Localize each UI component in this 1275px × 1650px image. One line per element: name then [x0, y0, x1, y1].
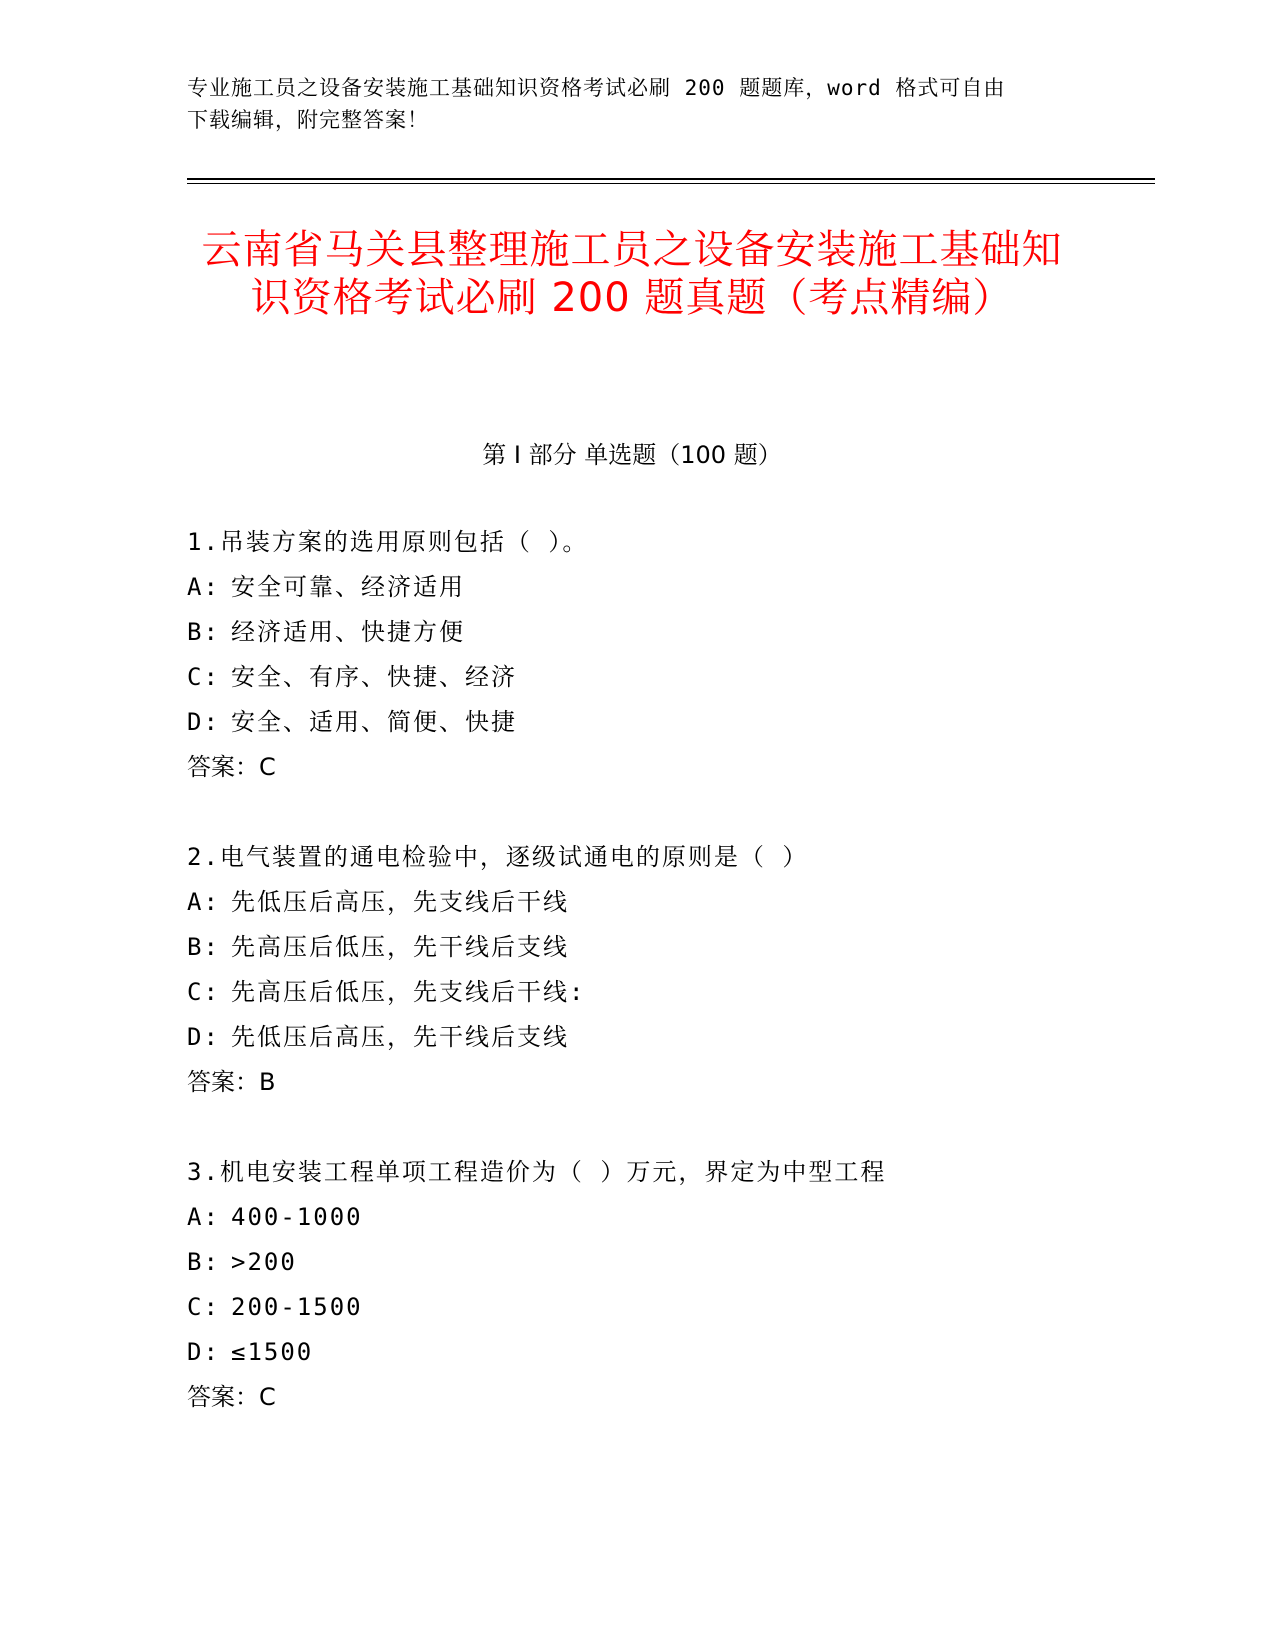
option-b — [187, 610, 1147, 655]
option-c — [187, 970, 1147, 1015]
option-label: D: — [187, 708, 220, 736]
option-text: 先高压后低压，先干线后支线 — [231, 933, 569, 961]
intro-text — [187, 72, 1087, 136]
option-d — [187, 1330, 1147, 1375]
option-label: D: — [187, 1023, 220, 1051]
option-label: C: — [187, 978, 220, 1006]
option-c — [187, 1285, 1147, 1330]
question-stem: 2.电气装置的通电检验中，逐级试通电的原则是（ ） — [187, 843, 809, 871]
question-2 — [187, 835, 1147, 1105]
option-a — [187, 1195, 1147, 1240]
intro-line-1: 专业施工员之设备安装施工基础知识资格考试必刷 200 题题库，word 格式可自由 — [187, 76, 1006, 100]
option-text: ≤1500 — [231, 1338, 314, 1366]
option-label: B: — [187, 1248, 220, 1276]
option-label: A: — [187, 573, 220, 601]
option-text: 安全、适用、简便、快捷 — [231, 708, 517, 736]
question-stem: 3.机电安装工程单项工程造价为（ ）万元，界定为中型工程 — [187, 1158, 887, 1186]
option-a — [187, 565, 1147, 610]
option-text: 先低压后高压，先支线后干线 — [231, 888, 569, 916]
option-label: A: — [187, 888, 220, 916]
option-text: 先低压后高压，先干线后支线 — [231, 1023, 569, 1051]
header-divider-thick — [187, 178, 1155, 180]
option-label: A: — [187, 1203, 220, 1231]
option-label: B: — [187, 618, 220, 646]
option-b — [187, 1240, 1147, 1285]
option-d — [187, 700, 1147, 745]
option-text: 400-1000 — [231, 1203, 363, 1231]
option-d — [187, 1015, 1147, 1060]
section-title: 第 I 部分 单选题（100 题） — [482, 441, 782, 469]
document-title: 云南省马关县整理施工员之设备安装施工基础知识资格考试必刷 200 题真题（考点精编） — [201, 227, 1063, 321]
option-label: C: — [187, 663, 220, 691]
answer-line: 答案：B — [187, 1068, 276, 1096]
answer-line: 答案：C — [187, 753, 276, 781]
question-1 — [187, 520, 1147, 790]
option-label: C: — [187, 1293, 220, 1321]
option-label: B: — [187, 933, 220, 961]
option-text: 经济适用、快捷方便 — [231, 618, 465, 646]
option-b — [187, 925, 1147, 970]
question-stem: 1.吊装方案的选用原则包括（ ）。 — [187, 528, 589, 556]
header-divider-thin — [187, 183, 1155, 184]
option-text: 先高压后低压，先支线后干线: — [231, 978, 586, 1006]
option-label: D: — [187, 1338, 220, 1366]
option-c — [187, 655, 1147, 700]
option-text: 安全、有序、快捷、经济 — [231, 663, 517, 691]
intro-line-2: 下载编辑，附完整答案！ — [187, 108, 429, 132]
option-a — [187, 880, 1147, 925]
option-text: 200-1500 — [231, 1293, 363, 1321]
option-text: >200 — [231, 1248, 297, 1276]
question-3 — [187, 1150, 1147, 1420]
answer-line: 答案：C — [187, 1383, 276, 1411]
option-text: 安全可靠、经济适用 — [231, 573, 465, 601]
